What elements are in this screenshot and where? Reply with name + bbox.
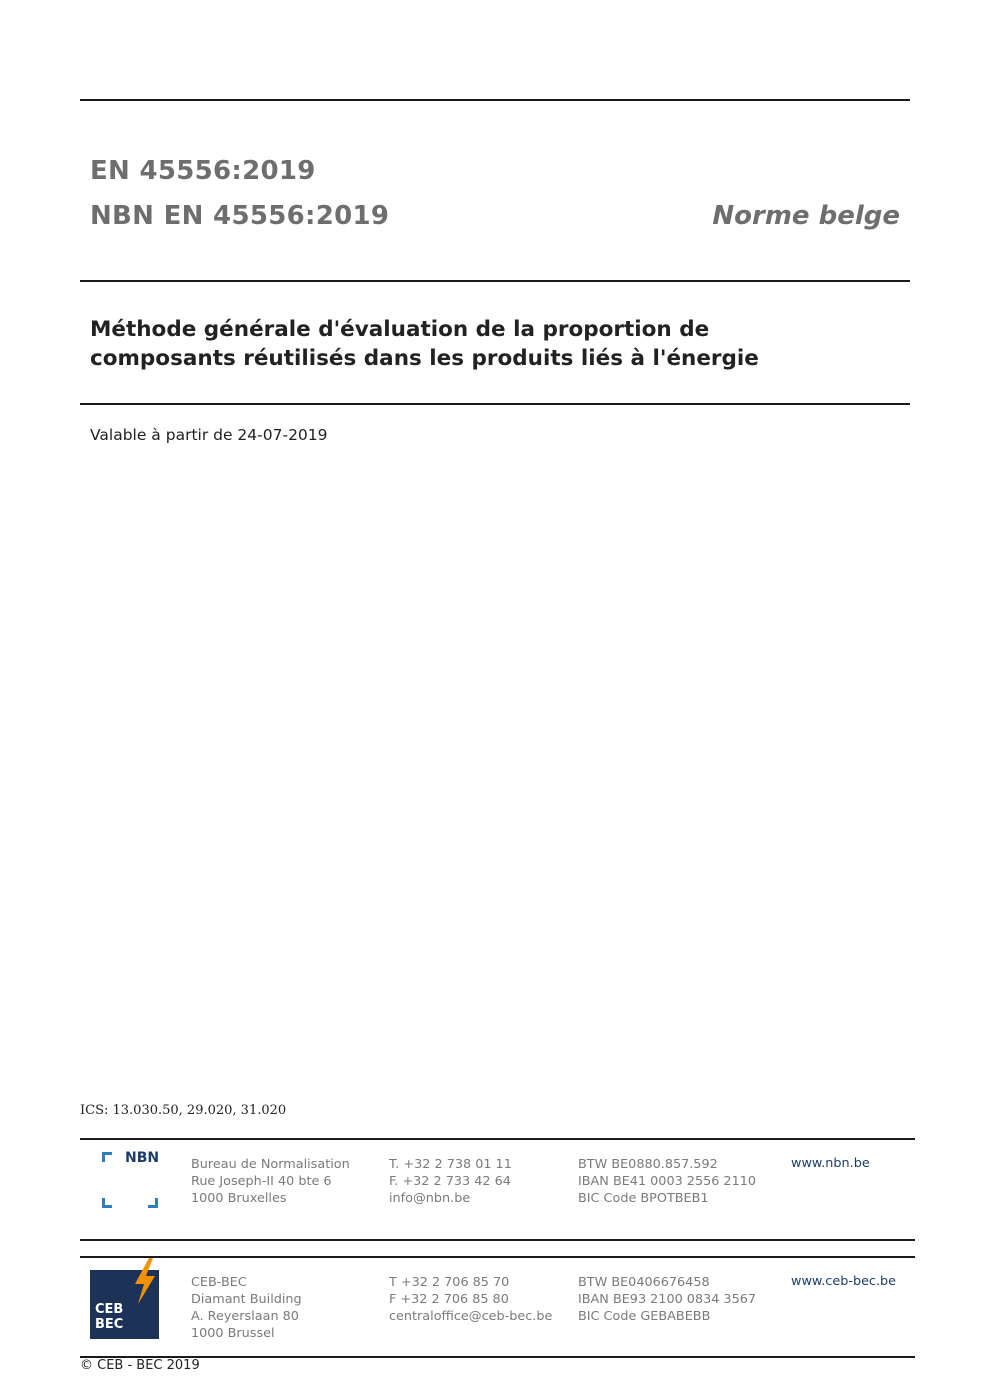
nbn-logo-corner-icon — [102, 1198, 112, 1208]
nbn-bottom-rule — [80, 1239, 915, 1241]
ceb-logo-line-1: CEB — [95, 1302, 124, 1317]
ceb-address-line: 1000 Brussel — [191, 1326, 275, 1341]
ceb-bec-logo-text — [95, 1302, 123, 1332]
nbn-iban: IBAN BE41 0003 2556 2110 — [578, 1174, 757, 1189]
nbn-address — [191, 1156, 350, 1207]
ceb-vat: BTW BE0406676458 — [578, 1275, 710, 1290]
copyright-notice: © CEB - BEC 2019 — [80, 1358, 200, 1373]
ceb-email-link[interactable]: centraloffice@ceb-bec.be — [389, 1309, 553, 1324]
nbn-phone: T. +32 2 738 01 11 — [389, 1157, 512, 1172]
top-rule — [80, 99, 910, 101]
nbn-contact — [389, 1156, 512, 1207]
nbn-website-link[interactable]: www.nbn.be — [791, 1156, 870, 1171]
ceb-address — [191, 1274, 302, 1342]
norm-type-label: Norme belge — [712, 201, 900, 231]
nbn-bank-details — [578, 1156, 756, 1207]
nbn-email-link[interactable]: info@nbn.be — [389, 1191, 471, 1206]
document-title-line-1: Méthode générale d'évaluation de la proportion de — [90, 317, 710, 342]
nbn-address-line: 1000 Bruxelles — [191, 1191, 287, 1206]
nbn-address-line: Rue Joseph-II 40 bte 6 — [191, 1174, 332, 1189]
ceb-contact — [389, 1274, 552, 1325]
ceb-address-line: Diamant Building — [191, 1292, 302, 1307]
document-title — [90, 315, 850, 373]
nbn-top-rule — [80, 1138, 915, 1140]
document-title-line-2: composants réutilisés dans les produits liés à l'énergie — [90, 346, 759, 371]
header-divider — [80, 280, 910, 282]
nbn-address-line: Bureau de Normalisation — [191, 1157, 350, 1172]
en-standard-code: EN 45556:2019 — [90, 156, 316, 186]
lightning-bolt-icon — [130, 1257, 160, 1305]
ceb-fax: F +32 2 706 85 80 — [389, 1292, 509, 1307]
nbn-bic: BIC Code BPOTBEB1 — [578, 1191, 709, 1206]
nbn-logo-corner-icon — [148, 1198, 158, 1208]
ceb-phone: T +32 2 706 85 70 — [389, 1275, 510, 1290]
nbn-fax: F. +32 2 733 42 64 — [389, 1174, 511, 1189]
ceb-top-rule — [80, 1256, 915, 1258]
ceb-address-line: CEB-BEC — [191, 1275, 247, 1290]
ceb-iban: IBAN BE93 2100 0834 3567 — [578, 1292, 757, 1307]
validity-date: Valable à partir de 24-07-2019 — [90, 426, 328, 444]
nbn-logo-corner-icon — [102, 1152, 112, 1162]
ceb-bottom-rule — [80, 1356, 915, 1358]
ceb-logo-line-2: BEC — [95, 1317, 124, 1332]
ceb-bic: BIC Code GEBABEBB — [578, 1309, 711, 1324]
nbn-vat: BTW BE0880.857.592 — [578, 1157, 718, 1172]
ceb-bank-details — [578, 1274, 756, 1325]
ics-codes: ICS: 13.030.50, 29.020, 31.020 — [80, 1103, 287, 1118]
ceb-address-line: A. Reyerslaan 80 — [191, 1309, 299, 1324]
ceb-website-link[interactable]: www.ceb-bec.be — [791, 1274, 897, 1289]
nbn-standard-code: NBN EN 45556:2019 — [90, 201, 390, 231]
nbn-logo-text: NBN — [125, 1150, 160, 1166]
title-divider — [80, 403, 910, 405]
